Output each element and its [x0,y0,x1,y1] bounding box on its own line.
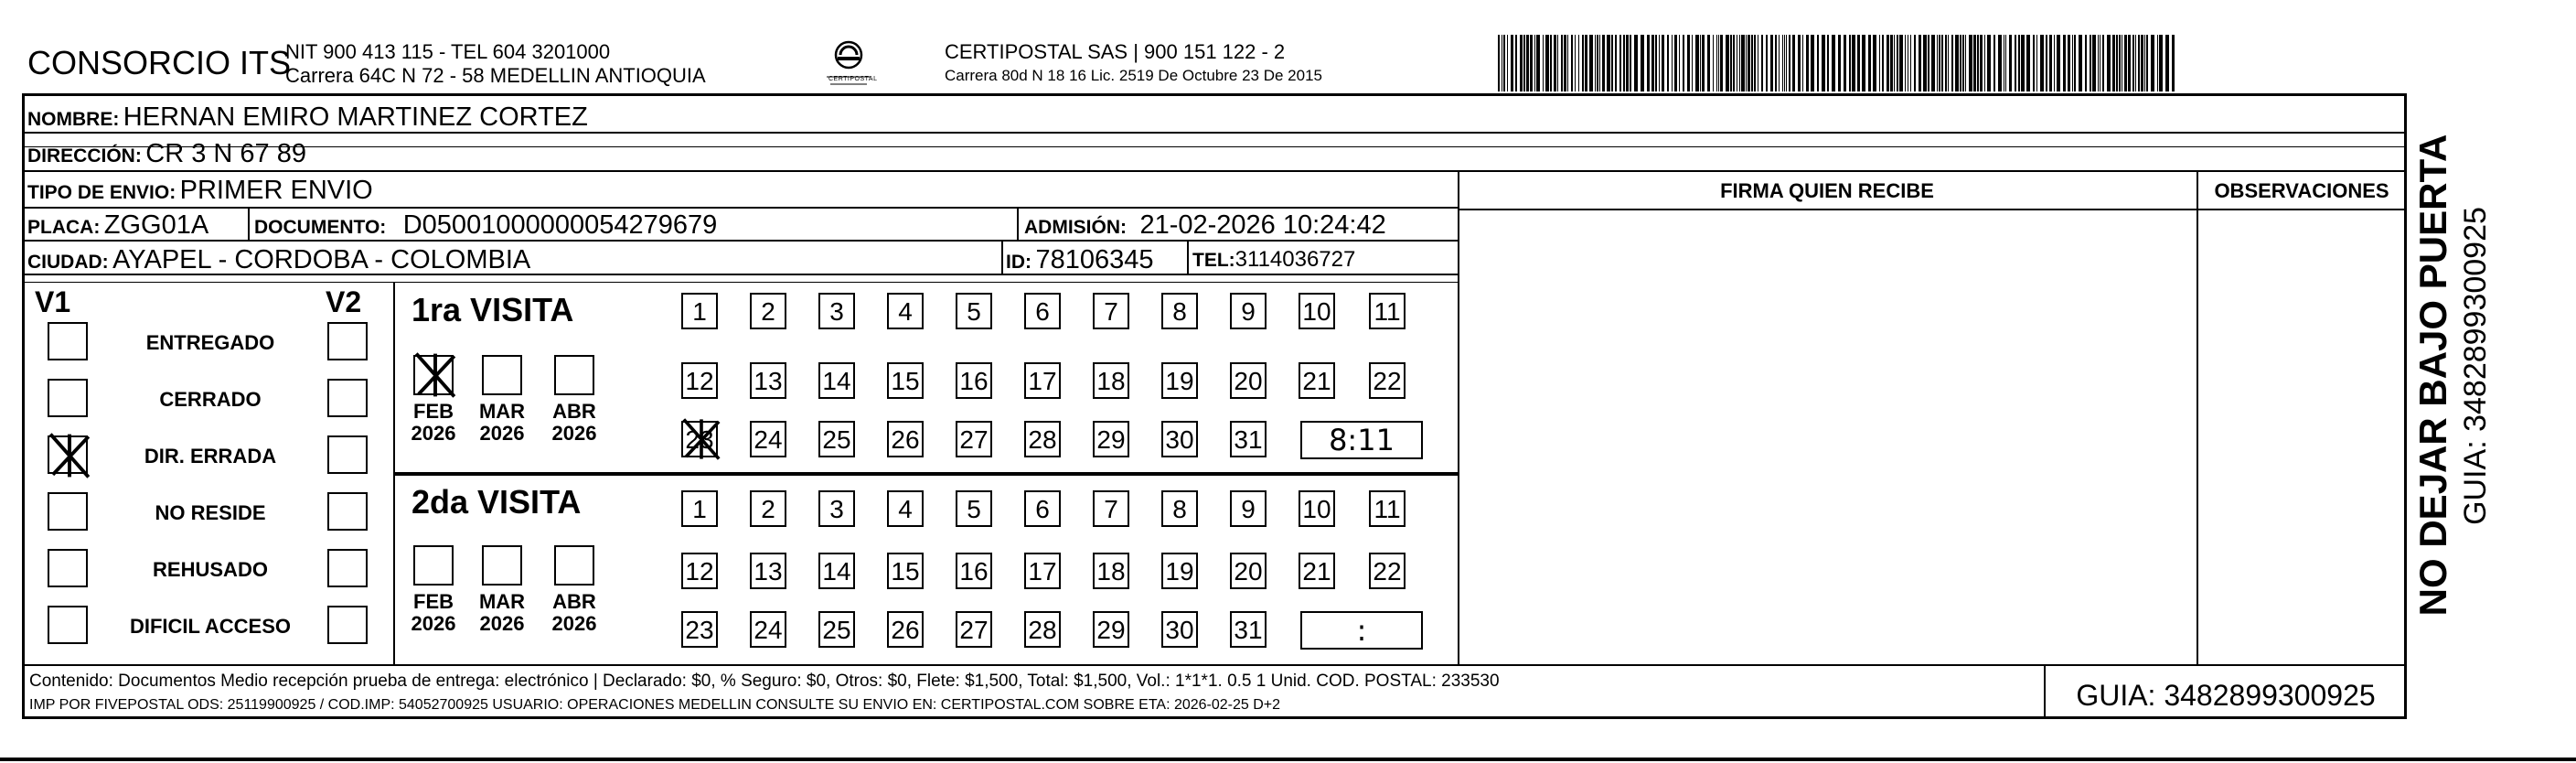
day-number: 3 [829,297,844,326]
year-label: 2026 [551,422,597,445]
documento-label: DOCUMENTO: [254,217,387,238]
time-field[interactable]: : [1300,611,1423,650]
day-checkbox[interactable] [1161,421,1198,457]
day-number: 12 [685,367,714,395]
day-checkbox[interactable] [1230,490,1267,527]
id-label: ID: [1006,252,1031,273]
day-checkbox[interactable] [750,421,786,457]
day-checkbox[interactable] [1230,553,1267,589]
v2-checkbox[interactable] [327,492,368,531]
admision-value: 21-02-2026 10:24:42 [1139,210,1386,240]
admision-label: ADMISIÓN: [1024,217,1127,238]
day-checkbox[interactable] [1161,553,1198,589]
divider [22,664,2407,666]
day-checkbox[interactable] [818,611,855,648]
day-number: 10 [1302,297,1331,326]
divider [22,170,2407,172]
id-row [1006,245,1153,275]
month-label: MAR [478,590,526,613]
day-checkbox[interactable] [956,293,992,329]
day-number: 16 [959,367,989,395]
v2-checkbox[interactable] [327,379,368,417]
v2-header: V2 [326,285,362,318]
tipo-value: PRIMER ENVIO [179,176,373,205]
month-label: MAR [478,400,526,423]
day-number: 19 [1165,367,1194,395]
check-x-icon [412,351,459,399]
day-checkbox[interactable] [1161,611,1198,648]
year-label: 2026 [479,422,525,445]
first-visit-title: 1ra VISITA [412,291,574,328]
status-label: CERRADO [159,388,262,411]
day-checkbox[interactable] [1369,293,1406,329]
day-number: 21 [1302,367,1331,395]
day-number: 28 [1028,616,1057,644]
year-label: 2026 [479,612,525,635]
contenido-line: Contenido: Documentos Medio recepción prueba de entrega: electrónico | Declarado: $0, % Seguro: $0, Otros: $0, Flete: $1,500, Total: $1,500, Vol.: 1*1*1. 0.5 1 Unid. COD. POSTAL: 233530 [29,672,1500,691]
nombre-row [27,102,588,133]
day-number: 20 [1234,557,1263,586]
day-number: 2 [761,495,775,523]
tipo-row [27,176,373,206]
day-number: 13 [754,557,783,586]
month-checkbox[interactable] [482,355,522,395]
day-checkbox[interactable] [1369,553,1406,589]
day-checkbox[interactable] [1230,611,1267,648]
day-checkbox[interactable] [887,611,924,648]
day-number: 17 [1028,367,1057,395]
month-label: FEB [413,400,454,423]
month-checkbox[interactable] [554,545,594,586]
day-checkbox[interactable] [681,490,718,527]
no-dejar-warning: NO DEJAR BAJO PUERTA [2411,134,2454,617]
nombre-value: HERNAN EMIRO MARTINEZ CORTEZ [123,102,588,132]
direccion-value: CR 3 N 67 89 [145,139,306,168]
day-number: 7 [1104,495,1118,523]
day-number: 15 [891,367,920,395]
day-checkbox[interactable] [1230,362,1267,399]
day-checkbox[interactable] [887,553,924,589]
day-checkbox[interactable] [1024,490,1061,527]
divider [1001,240,1003,274]
observaciones-header: OBSERVACIONES [2214,179,2389,202]
day-checkbox[interactable] [1093,362,1129,399]
day-number: 14 [822,367,851,395]
day-checkbox[interactable] [750,293,786,329]
day-checkbox[interactable] [1093,553,1129,589]
divider [248,207,250,240]
day-number: 20 [1234,367,1263,395]
v1-checkbox[interactable] [48,435,88,474]
day-checkbox[interactable] [750,362,786,399]
divider [22,146,2407,147]
month-checkbox[interactable] [413,545,454,586]
day-checkbox[interactable] [956,362,992,399]
month-caption [406,401,461,445]
day-checkbox[interactable] [956,421,992,457]
day-checkbox[interactable] [1299,490,1335,527]
day-checkbox[interactable] [1161,362,1198,399]
day-number: 29 [1096,616,1126,644]
day-number: 31 [1234,425,1263,454]
day-number: 8 [1172,495,1187,523]
day-number: 23 [685,425,714,454]
divider [22,207,1458,209]
time-field[interactable]: 8:11 [1300,421,1423,459]
day-number: 1 [692,495,707,523]
tel-row [1192,247,1355,273]
day-number: 26 [891,425,920,454]
day-number: 25 [822,425,851,454]
day-checkbox[interactable] [1024,293,1061,329]
day-checkbox[interactable] [1369,490,1406,527]
day-number: 1 [692,297,707,326]
second-visit-title: 2da VISITA [412,483,582,521]
day-number: 5 [967,297,981,326]
day-number: 24 [754,616,783,644]
day-checkbox[interactable] [1024,421,1061,457]
logo-text: CERTIPOSTAL [828,76,878,82]
day-checkbox[interactable] [1299,362,1335,399]
day-number: 22 [1373,367,1402,395]
nombre-label: NOMBRE: [27,109,120,130]
status-label: DIFICIL ACCESO [129,615,291,638]
license-line: Carrera 80d N 18 16 Lic. 2519 De Octubre 23 De 2015 [945,67,1322,84]
day-checkbox[interactable] [681,611,718,648]
day-checkbox[interactable] [1230,293,1267,329]
v1-checkbox[interactable] [48,322,88,360]
day-checkbox[interactable] [956,553,992,589]
placa-row [27,210,208,241]
day-number: 7 [1104,297,1118,326]
id-value: 78106345 [1035,245,1154,274]
day-number: 9 [1241,495,1256,523]
v2-checkbox[interactable] [327,549,368,587]
nit-line: NIT 900 413 115 - TEL 604 3201000 [285,40,611,63]
placa-value: ZGG01A [103,210,209,240]
documento-row [254,210,717,241]
year-label: 2026 [411,612,456,635]
day-number: 18 [1096,367,1126,395]
v2-checkbox[interactable] [327,322,368,360]
month-checkbox[interactable] [482,545,522,586]
check-x-icon [46,432,93,479]
month-caption [406,591,461,635]
day-number: 26 [891,616,920,644]
month-label: FEB [413,590,454,613]
status-label: NO RESIDE [155,501,266,524]
bottom-edge [0,758,2576,761]
v1-checkbox[interactable] [48,606,88,644]
day-checkbox[interactable] [681,293,718,329]
ciudad-row [27,245,530,275]
v2-checkbox[interactable] [327,435,368,474]
footer-guia: GUIA: 3482899300925 [2076,679,2376,712]
side-guia: GUIA: 3482899300925 [2458,207,2493,525]
divider [393,282,395,664]
status-label: DIR. ERRADA [144,445,277,467]
day-checkbox[interactable] [887,421,924,457]
day-number: 19 [1165,557,1194,586]
day-number: 6 [1035,297,1050,326]
day-checkbox[interactable] [887,293,924,329]
day-checkbox[interactable] [956,611,992,648]
day-checkbox[interactable] [1024,553,1061,589]
v1-header: V1 [35,285,71,318]
direccion-row [27,139,306,169]
day-number: 3 [829,495,844,523]
day-number: 30 [1165,425,1194,454]
divider [393,472,1458,476]
day-number: 4 [898,297,913,326]
day-number: 24 [754,425,783,454]
placa-label: PLACA: [27,217,101,238]
day-checkbox[interactable] [750,490,786,527]
observaciones-area[interactable] [2198,210,2405,662]
day-number: 9 [1241,297,1256,326]
year-label: 2026 [411,422,456,445]
day-checkbox[interactable] [956,490,992,527]
day-number: 30 [1165,616,1194,644]
day-number: 31 [1234,616,1263,644]
company-name: CONSORCIO ITS [27,44,292,81]
day-checkbox[interactable] [818,421,855,457]
day-number: 14 [822,557,851,586]
day-number: 15 [891,557,920,586]
barcode [1498,35,2178,91]
address-line: Carrera 64C N 72 - 58 MEDELLIN ANTIOQUIA [285,64,706,87]
day-number: 28 [1028,425,1057,454]
day-number: 21 [1302,557,1331,586]
tipo-label: TIPO DE ENVIO: [27,182,176,203]
check-x-icon [679,417,723,461]
day-checkbox[interactable] [1230,421,1267,457]
day-number: 29 [1096,425,1126,454]
divider [1017,207,1019,240]
day-checkbox[interactable] [818,293,855,329]
v1-checkbox[interactable] [48,379,88,417]
direccion-label: DIRECCIÓN: [27,145,142,167]
day-checkbox[interactable] [681,362,718,399]
month-caption [475,591,529,635]
day-checkbox[interactable] [681,421,718,457]
divider [22,282,1458,283]
tel-label: TEL: [1192,250,1235,271]
day-number: 25 [822,616,851,644]
day-checkbox[interactable] [1161,293,1198,329]
day-checkbox[interactable] [1369,362,1406,399]
signature-area[interactable] [1459,210,2195,662]
firma-header: FIRMA QUIEN RECIBE [1720,179,1934,202]
v1-checkbox[interactable] [48,492,88,531]
day-checkbox[interactable] [1161,490,1198,527]
ciudad-label: CIUDAD: [27,252,109,273]
tel-value: 3114036727 [1235,247,1356,272]
day-checkbox[interactable] [818,553,855,589]
day-number: 17 [1028,557,1057,586]
month-caption [547,401,602,445]
day-checkbox[interactable] [818,490,855,527]
month-caption [547,591,602,635]
admision-row [1024,210,1386,241]
day-number: 10 [1302,495,1331,523]
day-number: 22 [1373,557,1402,586]
day-number: 11 [1374,495,1401,523]
documento-value: D05001000000054279679 [402,210,718,240]
day-number: 6 [1035,495,1050,523]
imp-line: IMP POR FIVEPOSTAL ODS: 25119900925 / COD.IMP: 54052700925 USUARIO: OPERACIONES MEDELLIN CONSULTE SU ENVIO EN: CERTIPOSTAL.COM SOBRE ETA: 2026-02-25 D+2 [29,697,1281,713]
ciudad-value: AYAPEL - CORDOBA - COLOMBIA [112,245,531,274]
day-checkbox[interactable] [1024,611,1061,648]
day-number: 13 [754,367,783,395]
day-checkbox[interactable] [750,553,786,589]
day-checkbox[interactable] [818,362,855,399]
day-checkbox[interactable] [750,611,786,648]
day-checkbox[interactable] [1093,293,1129,329]
day-number: 27 [959,616,989,644]
day-number: 2 [761,297,775,326]
day-number: 23 [685,616,714,644]
day-number: 11 [1374,297,1401,326]
month-label: ABR [552,590,596,613]
day-checkbox[interactable] [1093,490,1129,527]
day-checkbox[interactable] [1093,611,1129,648]
day-number: 18 [1096,557,1126,586]
year-label: 2026 [551,612,597,635]
certipostal-line: CERTIPOSTAL SAS | 900 151 122 - 2 [945,40,1286,63]
day-number: 12 [685,557,714,586]
divider [1187,240,1189,274]
day-checkbox[interactable] [1299,553,1335,589]
day-number: 4 [898,495,913,523]
day-checkbox[interactable] [681,553,718,589]
month-label: ABR [552,400,596,423]
day-checkbox[interactable] [887,362,924,399]
status-label: ENTREGADO [145,331,275,354]
day-checkbox[interactable] [1299,293,1335,329]
day-number: 16 [959,557,989,586]
day-number: 27 [959,425,989,454]
day-checkbox[interactable] [1024,362,1061,399]
day-number: 5 [967,495,981,523]
month-caption [475,401,529,445]
day-checkbox[interactable] [887,490,924,527]
day-number: 8 [1172,297,1187,326]
month-checkbox[interactable] [554,355,594,395]
status-label: REHUSADO [153,558,268,581]
day-checkbox[interactable] [1093,421,1129,457]
v2-checkbox[interactable] [327,606,368,644]
v1-checkbox[interactable] [48,549,88,587]
month-checkbox[interactable] [413,355,454,395]
